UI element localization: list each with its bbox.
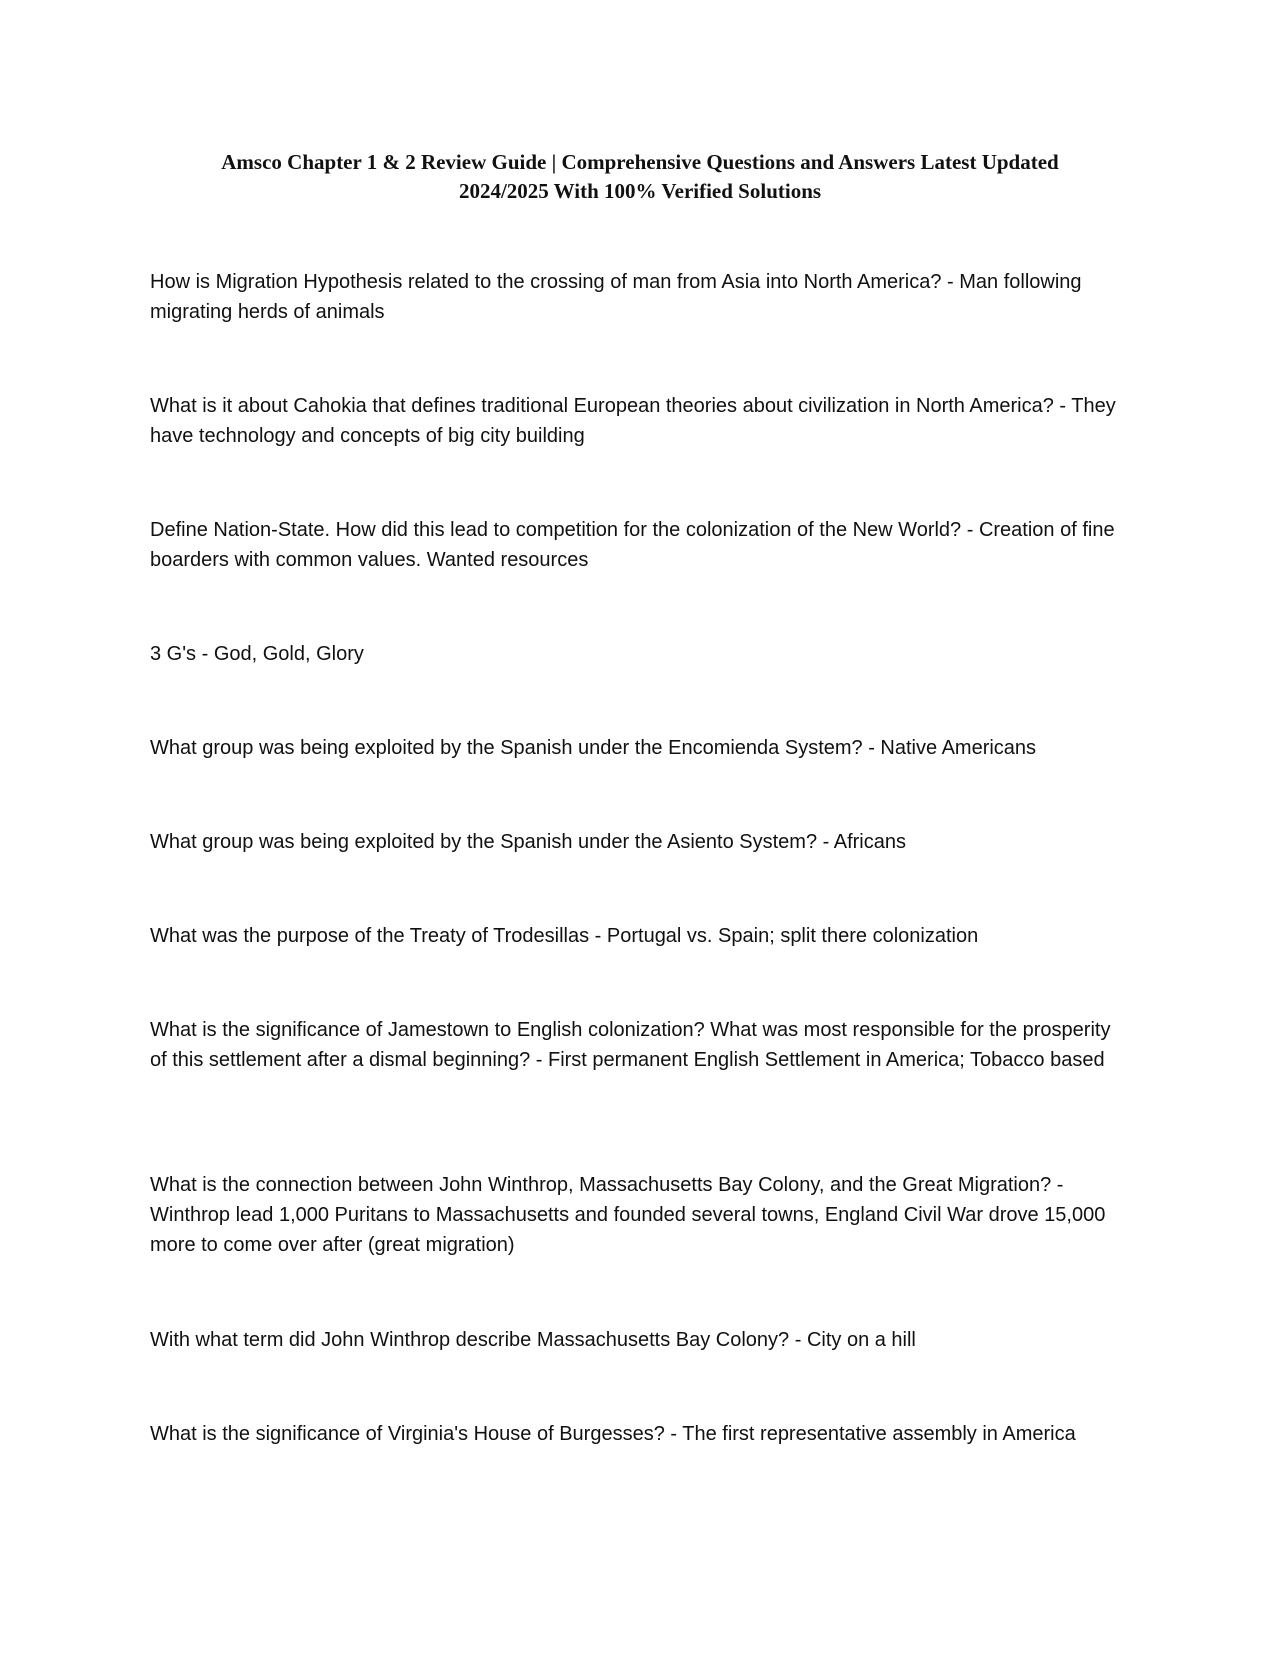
document-title-line-1: Amsco Chapter 1 & 2 Review Guide | Comprehensive Questions and Answers Latest Updated <box>221 150 1059 174</box>
qa-item-jamestown: What is the significance of Jamestown to English colonization? What was most responsible for the prosperity of this settlement after a dismal beginning? - First permanent English Settlement in America; Tobacco based <box>150 1019 1111 1071</box>
qa-item-nation-state: Define Nation-State. How did this lead to competition for the colonization of the New World? - Creation of fine boarders with common values. Wanted resources <box>150 519 1115 571</box>
qa-item-cahokia: What is it about Cahokia that defines traditional European theories about civilization in North America? - They have technology and concepts of big city building <box>150 395 1116 447</box>
qa-item-migration-hypothesis: How is Migration Hypothesis related to the crossing of man from Asia into North America? - Man following migrating herds of animals <box>150 271 1082 323</box>
qa-item-city-on-a-hill: With what term did John Winthrop describe Massachusetts Bay Colony? - City on a hill <box>150 1329 916 1351</box>
document-title-line-2: 2024/2025 With 100% Verified Solutions <box>458 179 822 203</box>
qa-item-asiento: What group was being exploited by the Spanish under the Asiento System? - Africans <box>150 831 906 853</box>
document-title <box>150 148 1130 206</box>
qa-item-encomienda: What group was being exploited by the Spanish under the Encomienda System? - Native Americans <box>150 737 1037 759</box>
qa-item-three-gs: 3 G's - God, Gold, Glory <box>150 643 364 665</box>
qa-item-winthrop: What is the connection between John Winthrop, Massachusetts Bay Colony, and the Great Migration? - Winthrop lead 1,000 Puritans to Massachusetts and founded several towns, England Civil War drove 15,000 more to come over after (great migration) <box>150 1174 1106 1256</box>
qa-item-house-of-burgesses: What is the significance of Virginia's House of Burgesses? - The first representative assembly in America <box>150 1423 1076 1445</box>
qa-item-treaty: What was the purpose of the Treaty of Trodesillas - Portugal vs. Spain; split there colonization <box>150 925 979 947</box>
